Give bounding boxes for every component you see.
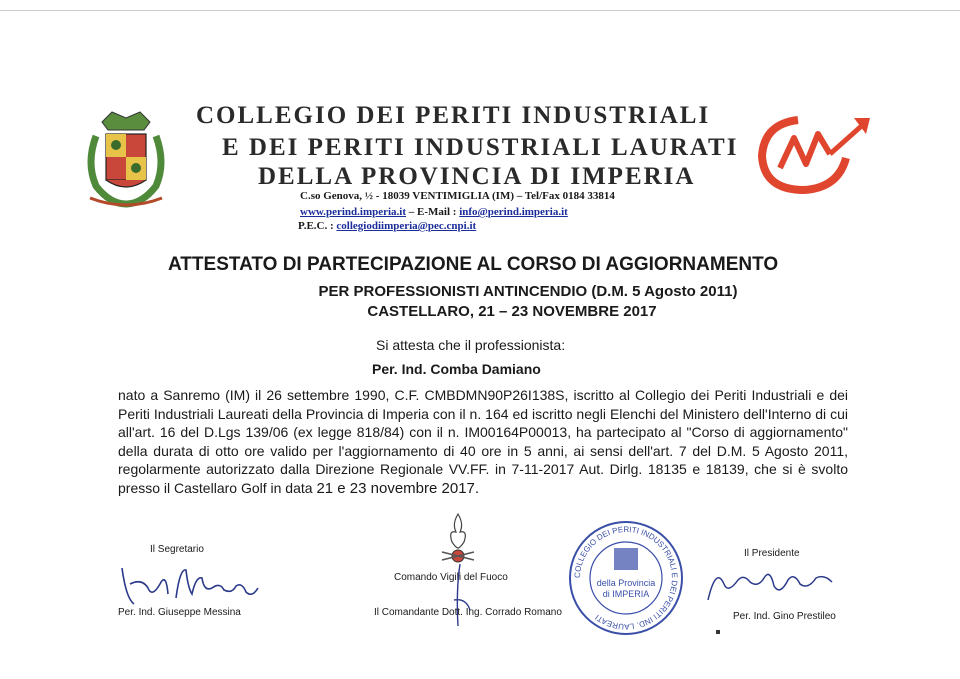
commander-name: Il Comandante Dott. Ing. Corrado Romano — [374, 607, 562, 618]
header-contacts — [300, 206, 568, 218]
seal-center-line1: della Provincia — [596, 578, 656, 588]
seal-center-line2: di IMPERIA — [602, 589, 650, 599]
secretary-name: Per. Ind. Giuseppe Messina — [118, 607, 241, 618]
attesta-line: Si attesta che il professionista: — [376, 337, 566, 353]
email-label: – E-Mail : — [406, 206, 460, 218]
email-link[interactable]: info@perind.imperia.it — [459, 206, 568, 218]
certificate-body-dates: 21 e 23 novembre 2017. — [316, 479, 480, 497]
president-name: Per. Ind. Gino Prestileo — [733, 611, 836, 622]
header-title-line3: DELLA PROVINCIA DI IMPERIA — [258, 163, 696, 190]
collegio-seal-icon — [566, 518, 686, 638]
header-pec — [298, 220, 476, 232]
header-title-line1: COLLEGIO DEI PERITI INDUSTRIALI — [196, 102, 711, 129]
ink-dot — [716, 630, 720, 634]
fire-brigade-label: Comando Vigili del Fuoco — [394, 572, 508, 583]
president-signature — [700, 560, 840, 610]
website-link[interactable]: www.perind.imperia.it — [300, 206, 407, 218]
pec-link[interactable]: collegiodiimperia@pec.cnpi.it — [336, 220, 477, 232]
certificate-title: ATTESTATO DI PARTECIPAZIONE AL CORSO DI AGGIORNAMENTO — [168, 254, 779, 275]
secretary-signature — [116, 558, 266, 608]
certificate-place-dates: CASTELLARO, 21 – 23 NOVEMBRE 2017 — [367, 303, 657, 320]
pec-label: P.E.C. : — [298, 220, 337, 232]
president-label: Il Presidente — [744, 548, 800, 559]
seal-ring-text: COLLEGIO DEI PERITI INDUSTRIALI E DEI PERITI IND. LAUREATI — [572, 524, 680, 632]
certificate-body-text: nato a Sanremo (IM) il 26 settembre 1990, C.F. CMBDMN90P26I138S, iscritto al Collegio dei Periti Industriali e dei Periti Industriali Laureati della Provincia di Imperia con il n. 164 ed iscritto negli Elenchi del Ministero dell'Interno di cui all'art. 16 del D.Lgs 139/06 (ex legge 818/84) con il n. IM00164P00013, ha partecipato al "Corso di aggiornamento" della durata di otto ore valido per l'aggiornamento di 40 ore in 5 anni, ai sensi dell'art. 7 del D.M. 5 Agosto 2011, regolarmente autorizzato dalla Direzione Regionale VV.FF. in 7-11-2017 Aut. Dirlg. 18135 e 18139, che si è svolto presso il Castellaro Golf in data — [118, 387, 848, 496]
top-rule — [0, 10, 960, 11]
certificate-body — [118, 386, 848, 498]
certificate-subtitle: PER PROFESSIONISTI ANTINCENDIO (D.M. 5 Agosto 2011) — [318, 283, 738, 300]
header-address: C.so Genova, ½ - 18039 VENTIMIGLIA (IM) – Tel/Fax 0184 33814 — [300, 190, 615, 202]
professional-name: Per. Ind. Comba Damiano — [372, 361, 541, 377]
commander-signature — [430, 560, 490, 630]
header-title-line2: E DEI PERITI INDUSTRIALI LAURATI — [222, 134, 739, 161]
secretary-label: Il Segretario — [150, 544, 204, 555]
province-crest-icon — [82, 108, 170, 208]
